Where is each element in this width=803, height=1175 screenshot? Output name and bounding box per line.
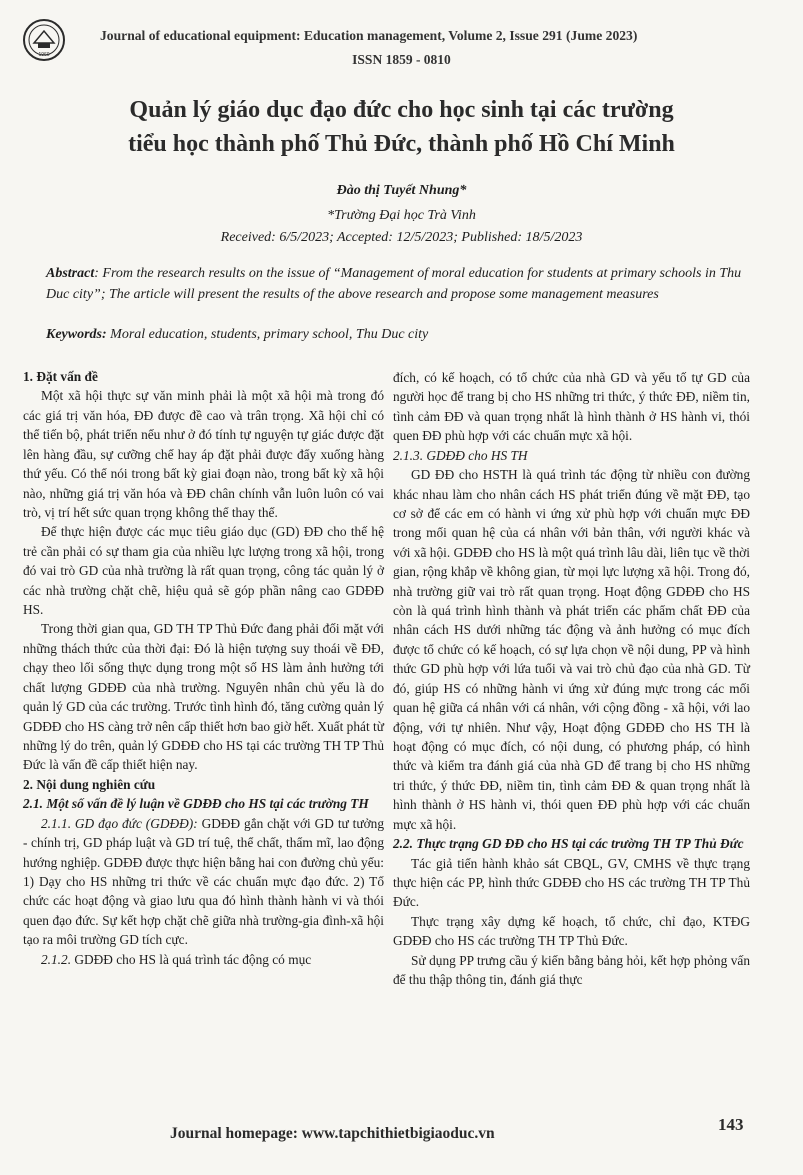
paragraph: Trong thời gian qua, GD TH TP Thủ Đức đang phải đối mặt với những thách thức của thời đại: Đó là hiện tượng suy thoái về ĐĐ, chạy theo lối sống thực dụng trong một số HS làm ảnh hưởng tới chất lượng GDĐĐ của nhà trường. Nguyên nhân chủ yếu là do quản lý GD của các trường. Trước tình hình đó, tăng cường quản lý GDĐĐ cho HS càng trở nên cấp thiết hơn bao giờ hết. Xuất phát từ những lý do trên, quản lý GDĐĐ cho HS tại các trường TH TP Thủ Đức là vấn đề cấp thiết hiện nay. [23, 621, 384, 773]
section-heading: 1. Đặt vấn đề [23, 369, 98, 384]
title-line-1: Quản lý giáo dục đạo đức cho học sinh tại các trường [129, 97, 674, 123]
abstract-label: Abstract [46, 266, 95, 281]
logo-year: 1960 [38, 52, 50, 58]
keywords [46, 327, 751, 343]
subsection-heading: 2.2. Thực trạng GD ĐĐ cho HS tại các trường TH TP Thủ Đức [393, 836, 744, 852]
keywords-label: Keywords: [46, 327, 107, 342]
keywords-text: Moral education, students, primary school, Thu Duc city [106, 327, 429, 342]
paragraph [23, 950, 384, 969]
journal-header: Journal of educational equipment: Education management, Volume 2, Issue 291 (Jume 2023) [100, 28, 638, 43]
abstract-text: : From the research results on the issue of “Management of moral education for students at primary schools in Thu Duc city”; The article will present the results of the above research and propose some management measures [46, 266, 742, 302]
paragraph: Để thực hiện được các mục tiêu giáo dục (GD) ĐĐ cho thế hệ trẻ cần phải có sự tham gia của nhiều lực lượng trong xã hội, trong đó vai trò GD của nhà trường là rất quan trọng, công tác quản lý ở các nhà trường chặt chẽ, hiệu quả sẽ góp phần nâng cao GDĐĐ HS. [23, 524, 384, 618]
paragraph-lead: 2.1.2. [41, 951, 72, 967]
paragraph: GD ĐĐ cho HSTH là quá trình tác động từ nhiều con đường khác nhau làm cho nhân cách HS phát triển đúng về mặt ĐĐ, tạo cơ sở để các em có hành vi ứng xử phù hợp với chuẩn mực ĐĐ trong mối quan hệ của cá nhân với bản thân, với người khác và với xã hội. GDĐĐ cho HS là một quá trình lâu dài, liên tục về thời gian, rộng khắp về không gian, từ mọi lực lượng xã hội. Trong đó, nhà trường giữ vai trò rất quan trọng. Hoạt động GDĐĐ cho HS còn là quá trình hình thành và phát triển các phẩm chất ĐĐ của nhân cách HS dưới những tác động và ảnh hưởng có mục đích được tổ chức có kế hoạch, có sự lựa chọn về nội dung, PP và hình thức GD phù hợp với lứa tuổi và vai trò chủ đạo của nhà GD. Từ đó, giúp HS có những hành vi ứng xử đúng mực trong các mối quan hệ giữa cá nhân với cá nhân, với cộng đồng - xã hội, với lao động, với tự nhiên. Như vậy, Hoạt động GDĐĐ cho HS TH là hoạt động có mục đích, có nội dung, có phương pháp, có hình thức và kiểm tra đánh giá của nhà GD để trang bị cho HS những tri thức, ý thức ĐĐ, niềm tin, tình cảm ĐĐ & quan trọng nhất là hình thành ở HS hành vi, thói quen ĐĐ phù hợp với các chuẩn mực xã hội. [393, 467, 750, 832]
author: Đào thị Tuyết Nhung* [336, 183, 467, 198]
page-number: 143 [718, 1115, 744, 1134]
subsection-heading: 2.1.3. GDĐĐ cho HS TH [393, 447, 528, 463]
paragraph-text: GDĐĐ cho HS là quá trình tác động có mục [71, 951, 312, 967]
journal-homepage: Journal homepage: www.tapchithietbigiaoduc.vn [170, 1125, 495, 1142]
paragraph: Một xã hội thực sự văn minh phải là một xã hội mà trong đó các giá trị văn hóa, ĐĐ được đề cao và trân trọng. Xã hội chỉ có thể tiến bộ, phát triển nếu như ở đó tính tự nguyện tự giác được đặt lên hàng đầu, sự cưỡng chế hay áp đặt phải được đẩy xuống hàng thứ yếu. Có thể nói trong bất kỳ giai đoạn nào, trong bất kỳ xã hội nào, những giá trị văn hóa và ĐĐ chân chính vẫn luôn luôn có vai trò, vị trí hết sức quan trọng không thể thay thế. [23, 388, 384, 520]
abstract [46, 263, 751, 305]
issn: ISSN 1859 - 0810 [352, 52, 451, 67]
paragraph: đích, có kế hoạch, có tổ chức của nhà GD và yếu tố tự GD của người học để trang bị cho HS những tri thức, ý thức ĐĐ, niềm tin, tình cảm ĐĐ và quan trọng nhất là hình thành ở HS hành vi, thói quen ĐĐ phù hợp với các chuẩn mực xã hội. [393, 370, 750, 444]
paragraph [23, 814, 384, 950]
article-title [40, 93, 763, 161]
section-heading: 2. Nội dung nghiên cứu [23, 776, 156, 792]
paragraph: Thực trạng xây dựng kế hoạch, tổ chức, chỉ đạo, KTĐG GDĐĐ cho HS các trường TH TP Thủ Đức. [393, 913, 750, 949]
paragraph-lead: 2.1.1. GD đạo đức (GDĐĐ): [41, 815, 198, 831]
subsection-heading: 2.1. Một số vấn đề lý luận về GDĐĐ cho HS tại các trường TH [23, 796, 369, 812]
publication-dates: Received: 6/5/2023; Accepted: 12/5/2023; Published: 18/5/2023 [220, 230, 583, 245]
affiliation: *Trường Đại học Trà Vinh [327, 208, 476, 223]
right-column [393, 368, 750, 990]
paragraph: Sử dụng PP trưng cầu ý kiến bằng bảng hỏi, kết hợp phỏng vấn để thu thập thông tin, đánh giá thực [393, 952, 750, 988]
paragraph-text: GDĐĐ gắn chặt với GD tư tưởng - chính trị, GD pháp luật và GD trí tuệ, thể chất, thẩm mĩ, lao động hướng nghiệp. GDĐĐ được thực hiện bằng hai con đường chủ yếu: 1) Dạy cho HS những tri thức về các chuẩn mực đạo đức. 2) Tổ chức các hoạt động và giao lưu qua đó hình thành hành vi và thói quen đạo đức. Sự kết hợp chặt chẽ giữa nhà trường-gia đình-xã hội tạo ra môi trường GD tích cực. [23, 815, 384, 948]
paragraph: Tác giả tiến hành khảo sát CBQL, GV, CMHS về thực trạng thực hiện các PP, hình thức GDĐĐ cho HS các trường TH TP Thủ Đức. [393, 855, 750, 910]
left-column [23, 367, 384, 969]
title-line-2: tiểu học thành phố Thủ Đức, thành phố Hồ Chí Minh [128, 131, 675, 157]
